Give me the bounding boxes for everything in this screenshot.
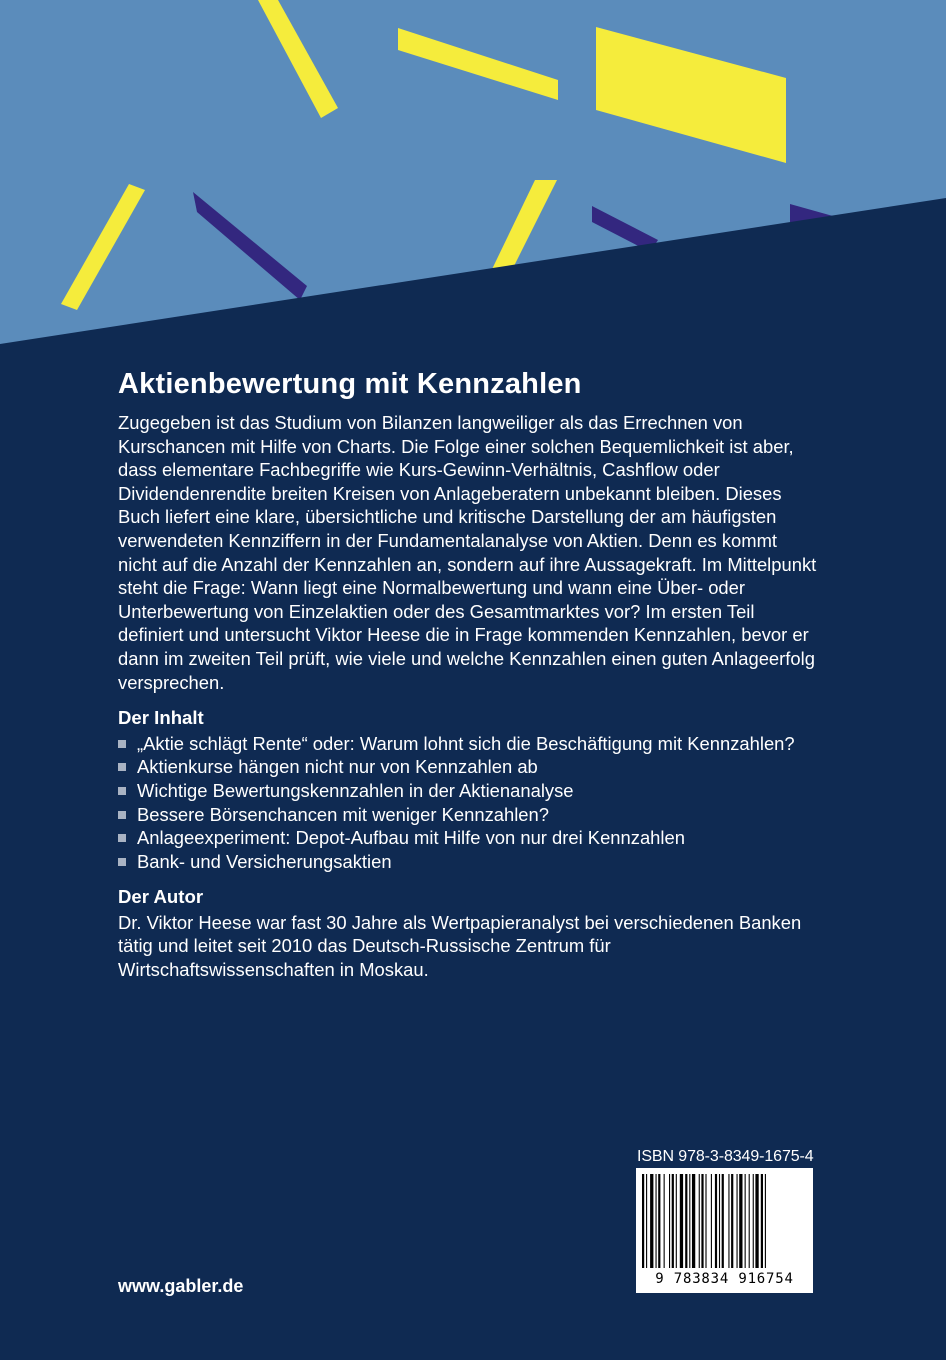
barcode-bar	[749, 1174, 750, 1268]
back-cover-text	[118, 368, 818, 982]
barcode-bar	[642, 1174, 644, 1268]
list-item	[118, 803, 818, 827]
list-item-text: Aktienkurse hängen nicht nur von Kennzahlen ab	[137, 756, 538, 778]
list-item	[118, 732, 818, 756]
contents-list	[118, 732, 818, 874]
barcode-bar	[692, 1174, 695, 1268]
barcode-bar	[656, 1174, 657, 1268]
barcode-bar	[765, 1174, 766, 1268]
barcode-bar	[685, 1174, 687, 1268]
barcode-bar	[658, 1174, 660, 1268]
barcode	[636, 1168, 813, 1293]
barcode-bar	[728, 1174, 729, 1268]
isbn-label: ISBN 978-3-8349-1675-4	[637, 1148, 814, 1165]
square-bullet-icon	[118, 740, 126, 748]
list-item-text: „Aktie schlägt Rente“ oder: Warum lohnt sich die Beschäftigung mit Kennzahlen?	[137, 732, 795, 754]
list-item-text: Bank- und Versicherungsaktien	[137, 850, 392, 872]
barcode-bar	[676, 1174, 677, 1268]
barcode-bar	[722, 1174, 724, 1268]
author-bio: Dr. Viktor Heese war fast 30 Jahre als Wertpapieranalyst bei verschiedenen Banken tätig und leitet seit 2010 das Deutsch-Russische Zentrum für Wirtschaftswissenschaften in Moskau.	[118, 911, 802, 981]
list-item	[118, 779, 818, 803]
barcode-bar	[755, 1174, 758, 1268]
barcode-bar	[719, 1174, 720, 1268]
barcode-bar	[699, 1174, 700, 1268]
barcode-bar	[753, 1174, 754, 1268]
barcode-bar	[745, 1174, 746, 1268]
decorative-graphic	[0, 0, 946, 360]
square-bullet-icon	[118, 787, 126, 795]
list-item-text: Anlageexperiment: Depot-Aufbau mit Hilfe von nur drei Kennzahlen	[137, 827, 685, 849]
barcode-bar	[689, 1174, 690, 1268]
barcode-bar	[680, 1174, 683, 1268]
barcode-bar	[739, 1174, 742, 1268]
barcode-bar	[731, 1174, 733, 1268]
barcode-bar	[701, 1174, 703, 1268]
barcode-bar	[650, 1174, 653, 1268]
square-bullet-icon	[118, 811, 126, 819]
list-item-text: Bessere Börsenchancen mit weniger Kennzahlen?	[137, 803, 549, 825]
barcode-digits: 9 783834 916754	[655, 1271, 794, 1287]
square-bullet-icon	[118, 858, 126, 866]
barcode-bar	[664, 1174, 665, 1268]
list-item	[118, 826, 818, 850]
barcode-bar	[672, 1174, 674, 1268]
barcode-bar	[646, 1174, 647, 1268]
list-item	[118, 755, 818, 779]
square-bullet-icon	[118, 834, 126, 842]
barcode-bar	[761, 1174, 763, 1268]
square-bullet-icon	[118, 763, 126, 771]
barcode-bar	[711, 1174, 712, 1268]
barcode-bar	[715, 1174, 717, 1268]
list-item-text: Wichtige Bewertungskennzahlen in der Aktienanalyse	[137, 779, 574, 801]
publisher-website-link[interactable]: www.gabler.de	[118, 1276, 244, 1296]
book-title: Aktienbewertung mit Kennzahlen	[118, 368, 582, 400]
list-item	[118, 850, 818, 874]
book-description: Zugegeben ist das Studium von Bilanzen langweiliger als das Errechnen von Kurschancen mit Hilfe von Charts. Die Folge einer solchen Bequemlichkeit ist aber, dass elementare Fachbegriffe wie Kurs-Gewinn-Verhältnis, Cashflow oder Dividendenrendite breiten Kreisen von Anlageberatern unbekannt bleiben. Dieses Buch liefert eine klare, übersichtliche und kritische Darstellung der am häufigsten verwendeten Kennziffern in der Fundamentalanalyse von Aktien. Denn es kommt nicht auf die Anzahl der Kennzahlen an, sondern auf ihre Aussagekraft. Im Mittelpunkt steht die Frage: Wann liegt eine Normalbewertung und wann eine Über- oder Unterbewertung von Einzelaktien oder des Gesamtmarktes vor? Im ersten Teil definiert und untersucht Viktor Heese die in Frage kommenden Kennzahlen, bevor er dann im zweiten Teil prüft, wie viele und welche Kennzahlen einen guten Anlageerfolg versprechen.	[118, 412, 817, 693]
barcode-bar	[669, 1174, 670, 1268]
barcode-bar	[737, 1174, 738, 1268]
contents-heading: Der Inhalt	[118, 707, 204, 729]
author-heading: Der Autor	[118, 886, 204, 908]
barcode-bar	[705, 1174, 706, 1268]
